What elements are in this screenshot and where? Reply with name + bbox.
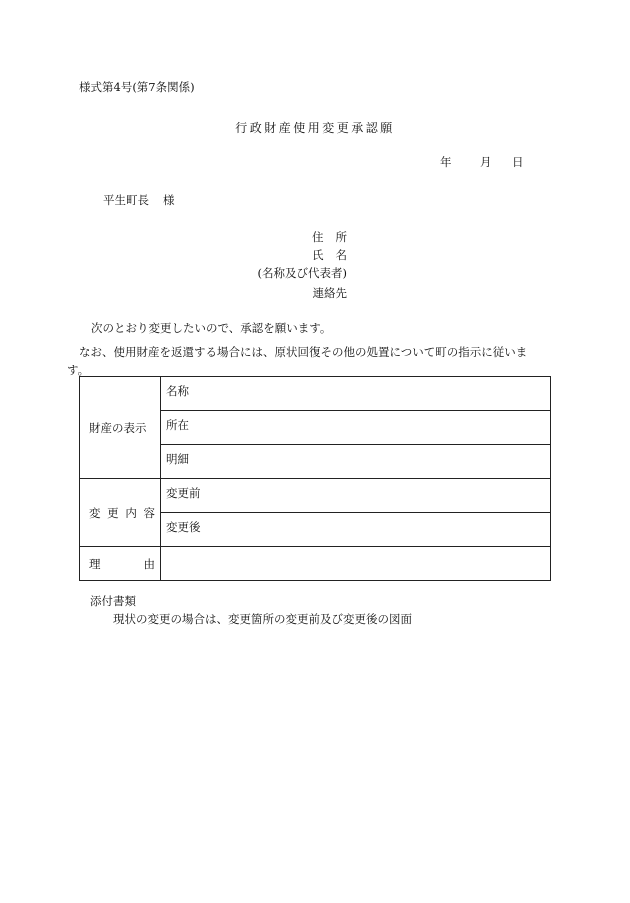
reason-cell[interactable] [161,547,551,581]
attachments-note: 現状の変更の場合は、変更箇所の変更前及び変更後の図面 [113,612,412,626]
property-location-label: 所在 [166,418,189,432]
property-location-cell[interactable] [161,411,551,445]
change-after-label: 変更後 [166,520,201,534]
change-header-char-2: 更 [107,505,119,520]
change-header-char-3: 内 [125,505,137,520]
property-details-cell[interactable] [161,445,551,479]
change-header-cell [80,479,161,547]
date-day-label: 日 [512,155,524,169]
date-year-label: 年 [440,155,452,169]
property-details-label: 明細 [166,452,189,466]
property-name-label: 名称 [166,384,189,398]
applicant-name-label [0,250,347,262]
attachments-label: 添付書類 [90,594,136,608]
change-header-char-1: 変 [89,505,101,520]
property-header-cell [80,377,161,479]
body-paragraph-2: なお、使用財産を返還する場合には、原状回復その他の処置について町の指示に従います。 [67,345,528,377]
applicant-address-label [0,232,347,244]
date-month-label: 月 [480,155,492,169]
reason-header-cell [80,547,161,581]
change-before-cell[interactable] [161,479,551,513]
addressee [103,195,175,207]
change-before-label: 変更前 [166,486,201,500]
application-table [79,376,551,581]
table-row [80,479,551,513]
document-title: 行政財産使用変更承認願 [235,121,395,135]
form-number: 様式第4号(第7条関係) [79,80,195,94]
property-name-cell[interactable] [161,377,551,411]
change-header [80,505,160,521]
reason-header-char-1: 理 [89,556,101,571]
table-row [80,547,551,581]
applicant-name-char-1: 氏 [312,248,324,262]
addressee-honorific: 様 [163,193,175,207]
reason-header-char-2: 由 [143,556,155,571]
applicant-representative-label: (名称及び代表者) [257,266,347,280]
addressee-name: 平生町長 [103,193,149,207]
property-header: 財産の表示 [89,420,147,435]
table-row [80,377,551,411]
reason-header [80,556,160,572]
applicant-address-char-1: 住 [312,230,324,244]
applicant-name-char-2: 名 [335,248,347,262]
body-paragraph-1: 次のとおり変更したいので、承認を願います。 [91,321,332,335]
applicant-contact-label: 連絡先 [312,286,347,300]
applicant-address-char-2: 所 [335,230,347,244]
change-after-cell[interactable] [161,513,551,547]
change-header-char-4: 容 [143,505,155,520]
